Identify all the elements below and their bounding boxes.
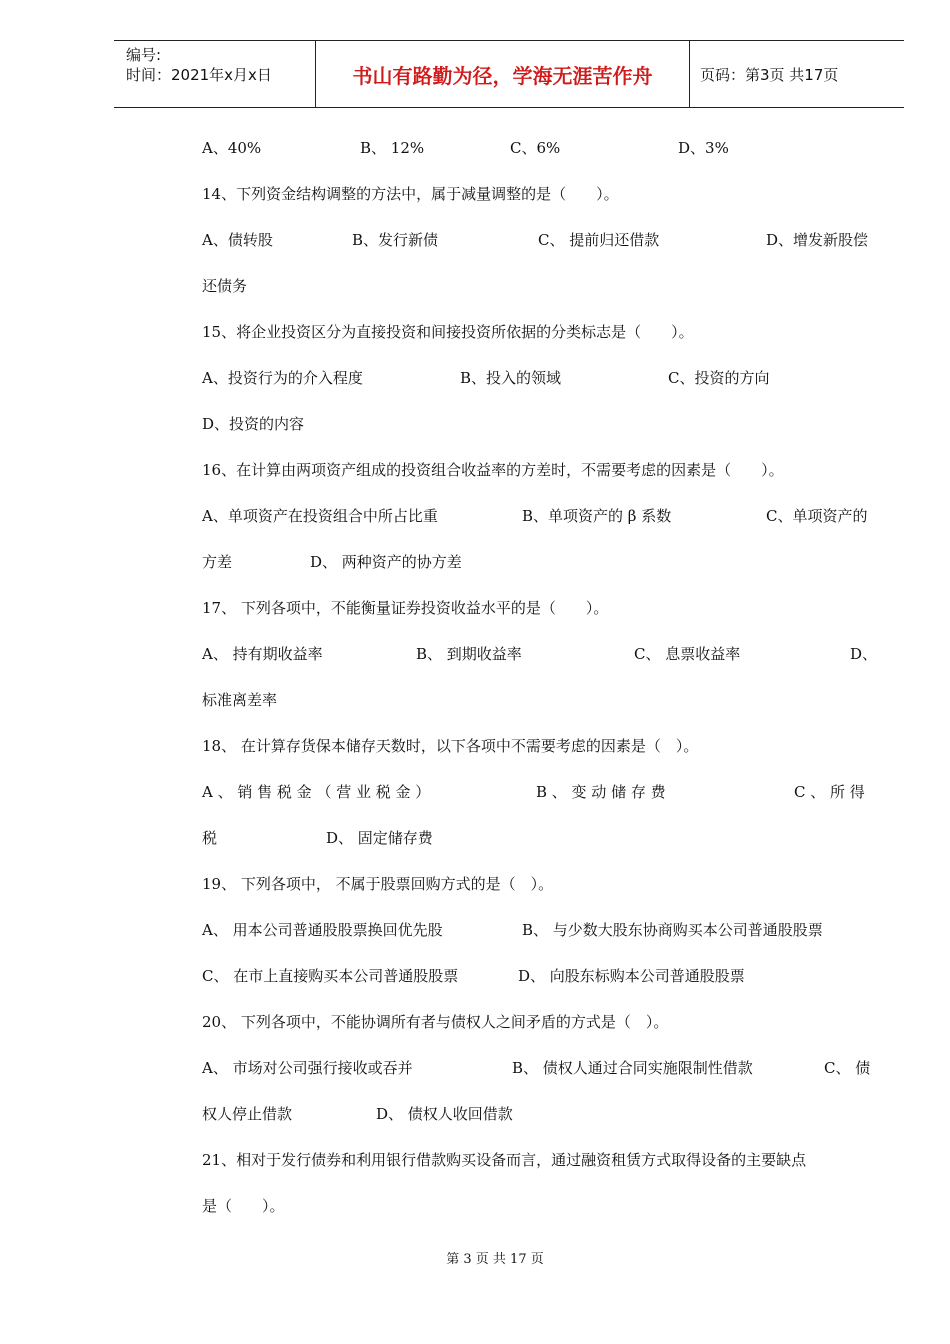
text-segment: 21、相对于发行债券和利用银行借款购买设备而言，通过融资租赁方式取得设备的主要缺点	[202, 1151, 807, 1169]
text-segment: D、 固定储存费	[326, 829, 433, 847]
text-segment: C、单项资产的	[766, 507, 868, 525]
text-segment: C、 提前归还借款	[538, 231, 660, 249]
text-segment: B、 债权人通过合同实施限制性借款	[512, 1059, 753, 1077]
text-segment: D、投资的内容	[202, 415, 305, 433]
text-segment: C、 债	[824, 1059, 871, 1077]
text-line	[202, 1142, 878, 1188]
text-line	[202, 682, 878, 728]
text-segment: D、 两种资产的协方差	[310, 553, 462, 571]
text-segment: 方差	[202, 553, 233, 571]
text-segment: B 、 变 动 储 存 费	[536, 783, 666, 801]
text-segment: B、 与少数大股东协商购买本公司普通股股票	[522, 921, 823, 939]
text-line	[202, 268, 878, 314]
text-segment: 17、 下列各项中，不能衡量证券投资收益水平的是（ ）。	[202, 599, 609, 617]
text-line	[202, 544, 878, 590]
text-line	[202, 1050, 878, 1096]
text-line	[202, 176, 878, 222]
text-line	[202, 314, 878, 360]
serial-label: 编号:	[126, 46, 162, 64]
text-line	[202, 222, 878, 268]
text-line	[202, 774, 878, 820]
text-segment: A 、 销 售 税 金 （ 营 业 税 金 ）	[202, 783, 431, 801]
text-segment: B、单项资产的 β 系数	[522, 507, 672, 525]
header-meta	[114, 41, 316, 107]
text-segment: 标准离差率	[202, 691, 278, 709]
time-label: 时间：2021年x月x日	[126, 66, 272, 84]
text-line	[202, 1096, 878, 1142]
text-line	[202, 1004, 878, 1050]
text-segment: C、6%	[510, 139, 561, 157]
text-segment: 15、将企业投资区分为直接投资和间接投资所依据的分类标志是（ ）。	[202, 323, 694, 341]
text-segment: A、 持有期收益率	[202, 645, 323, 663]
text-line	[202, 912, 878, 958]
text-segment: D、3%	[678, 139, 729, 157]
text-segment: 18、 在计算存货保本储存天数时，以下各项中不需要考虑的因素是（ ）。	[202, 737, 699, 755]
text-segment: A、单项资产在投资组合中所占比重	[202, 507, 438, 525]
text-segment: A、 用本公司普通股股票换回优先股	[202, 921, 443, 939]
text-line	[202, 590, 878, 636]
page-header	[114, 40, 904, 108]
text-segment: C 、 所 得	[794, 783, 865, 801]
header-motto: 书山有路勤为径，学海无涯苦作舟	[316, 41, 690, 107]
text-segment: 14、下列资金结构调整的方法中，属于减量调整的是（ ）。	[202, 185, 619, 203]
text-segment: D、 向股东标购本公司普通股股票	[518, 967, 745, 985]
text-segment: 是（ ）。	[202, 1197, 285, 1215]
text-line	[202, 636, 878, 682]
text-segment: C、投资的方向	[668, 369, 770, 387]
text-segment: D、	[850, 645, 878, 663]
text-line	[202, 1188, 878, 1234]
text-segment: B、 到期收益率	[416, 645, 522, 663]
text-line	[202, 820, 878, 866]
text-segment: 税	[202, 829, 218, 847]
text-segment: B、 12%	[360, 139, 425, 157]
page-footer: 第 3 页 共 17 页	[446, 1252, 544, 1267]
text-segment: 还债务	[202, 277, 248, 295]
text-segment: B、投入的领域	[460, 369, 562, 387]
text-line	[202, 452, 878, 498]
text-line	[202, 728, 878, 774]
text-segment: A、40%	[202, 139, 262, 157]
text-segment: A、 市场对公司强行接收或吞并	[202, 1059, 413, 1077]
text-line	[202, 406, 878, 452]
text-segment: 16、在计算由两项资产组成的投资组合收益率的方差时，不需要考虑的因素是（ ）。	[202, 461, 784, 479]
text-line	[202, 866, 878, 912]
text-line	[202, 498, 878, 544]
text-line	[202, 958, 878, 1004]
text-segment: B、发行新债	[352, 231, 439, 249]
text-segment: A、债转股	[202, 231, 273, 249]
text-segment: A、投资行为的介入程度	[202, 369, 363, 387]
text-segment: 19、 下列各项中， 不属于股票回购方式的是（ ）。	[202, 875, 554, 893]
text-segment: C、 息票收益率	[634, 645, 741, 663]
text-line	[202, 360, 878, 406]
text-segment: 权人停止借款	[202, 1105, 293, 1123]
text-segment: C、 在市上直接购买本公司普通股股票	[202, 967, 459, 985]
text-segment: D、增发新股偿	[766, 231, 869, 249]
text-line	[202, 130, 878, 176]
text-segment: 20、 下列各项中，不能协调所有者与债权人之间矛盾的方式是（ ）。	[202, 1013, 669, 1031]
header-page-info: 页码：第3页 共17页	[700, 65, 839, 84]
text-segment: D、 债权人收回借款	[376, 1105, 513, 1123]
question-body	[202, 130, 878, 1234]
